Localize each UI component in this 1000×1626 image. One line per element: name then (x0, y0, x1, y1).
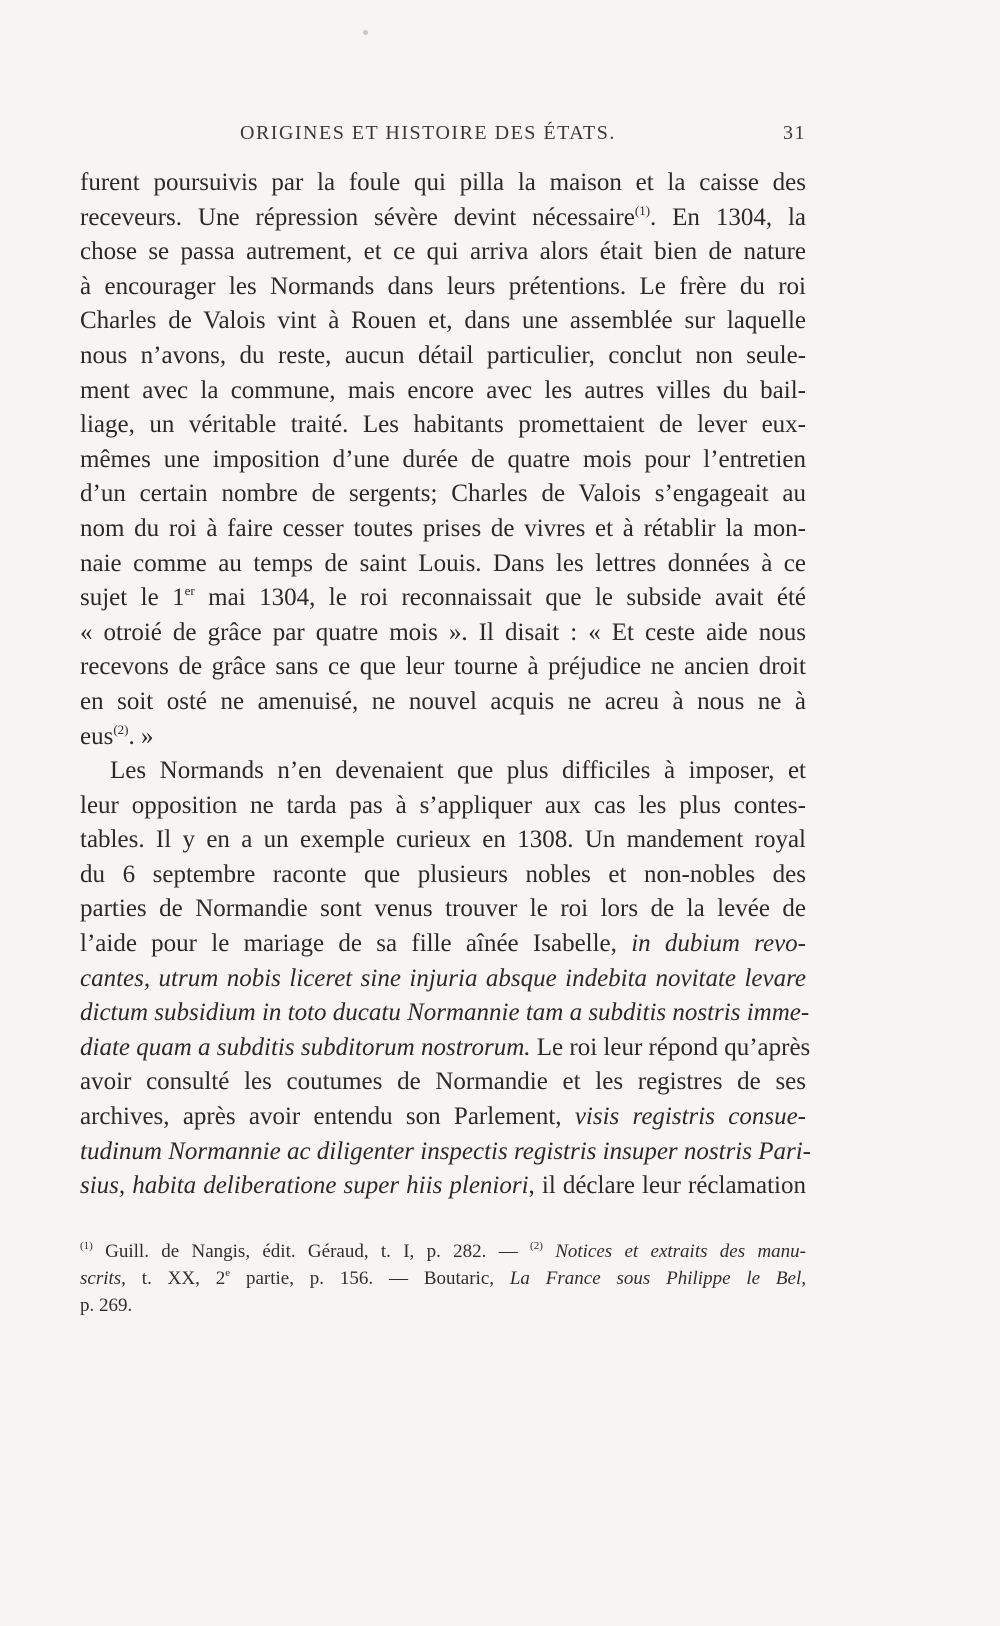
text-line (80, 235, 806, 270)
note-marker: e (225, 1267, 231, 1279)
text-run: sujet le 1 (80, 584, 185, 612)
text-run: . En 1304, la (650, 203, 806, 231)
text-line (80, 720, 806, 755)
text-run: partie, p. 156. — Boutaric, (230, 1268, 510, 1289)
text-line (80, 892, 806, 927)
text-run: à encourager les Normands dans leurs prétentions. Le frère du roi (80, 272, 806, 300)
text-run: Notices et extraits des manu- (555, 1241, 806, 1262)
text-run: t. XX, 2 (125, 1268, 226, 1289)
text-line (80, 962, 806, 997)
text-line (80, 685, 806, 720)
text-line (80, 270, 806, 305)
footnote-line (80, 1265, 806, 1292)
text-run: eus (80, 722, 114, 750)
text-run: Le roi leur répond qu’après (530, 1033, 811, 1061)
text-line (80, 1031, 811, 1066)
running-title: ORIGINES ET HISTOIRE DES ÉTATS. (240, 122, 616, 144)
text-run: p. 269. (80, 1295, 133, 1316)
text-line (80, 581, 806, 616)
text-line (80, 166, 806, 201)
text-line (80, 512, 806, 547)
text-run: ment avec la commune, mais encore avec les autres villes du bail- (80, 376, 806, 404)
text-run: tables. Il y en a un exemple curieux en 1308. Un mandement royal (80, 826, 806, 854)
page-number: 31 (783, 122, 806, 144)
text-run: du 6 septembre raconte que plusieurs nobles et non-nobles des (80, 860, 806, 888)
text-line (80, 547, 806, 582)
text-line (80, 1169, 806, 1204)
text-run: , il déclare leur réclamation (528, 1172, 806, 1200)
footnote-line (80, 1292, 806, 1319)
text-line (80, 339, 806, 374)
text-line (80, 304, 806, 339)
text-run: mêmes une imposition d’une durée de quatre mois pour l’entretien (80, 445, 806, 473)
text-run: d’un certain nombre de sergents; Charles de Valois s’engageait au (80, 480, 806, 508)
text-run: Charles de Valois vint à Rouen et, dans une assemblée sur laquelle (80, 307, 806, 335)
body-text (80, 166, 812, 1204)
text-run: avoir consulté les coutumes de Normandie et les registres de ses (80, 1068, 806, 1096)
text-run: La France sous Philippe le Bel, (509, 1268, 806, 1289)
text-line (80, 1135, 812, 1170)
footnote-line (80, 1238, 806, 1265)
text-run: naie comme au temps de saint Louis. Dans les lettres données à ce (80, 549, 806, 577)
text-run: dictum subsidium in toto ducatu Normannie tam a subditis nostris imme- (80, 999, 810, 1027)
text-line (80, 823, 806, 858)
text-run: mai 1304, le roi reconnaissait que le subside avait été (194, 584, 807, 612)
note-marker: (1) (80, 1240, 93, 1252)
note-marker: (2) (113, 721, 129, 737)
text-run: parties de Normandie sont venus trouver le roi lors de la levée de (80, 895, 806, 923)
note-marker: er (184, 583, 195, 599)
text-run: Guill. de Nangis, édit. Géraud, t. I, p. 282. — (92, 1241, 531, 1262)
text-line (80, 443, 806, 478)
text-run: nom du roi à faire cesser toutes prises de vivres et à rétablir la mon- (80, 514, 806, 542)
text-run: in dubium revo- (631, 930, 807, 958)
text-line (80, 201, 806, 236)
text-line (80, 650, 806, 685)
text-run: Les Normands n’en devenaient que plus difficiles à imposer, et (110, 757, 806, 785)
text-run: recevons de grâce sans ce que leur tourne à préjudice ne ancien droit (80, 653, 806, 681)
text-run: receveurs. Une répression sévère devint nécessaire (80, 203, 635, 231)
text-line (80, 408, 806, 443)
text-run: visis registris consue- (574, 1103, 806, 1131)
text-run: scrits, (80, 1268, 126, 1289)
text-run: . » (128, 722, 154, 750)
text-run: liage, un véritable traité. Les habitants promettaient de lever eux- (80, 411, 806, 439)
text-line (80, 477, 806, 512)
text-line (80, 616, 806, 651)
text-line (80, 927, 806, 962)
text-run (543, 1241, 555, 1262)
text-run: sius, habita deliberatione super hiis pleniori (80, 1172, 529, 1200)
text-run: diate quam a subditis subditorum nostrorum. (80, 1033, 531, 1061)
note-marker: (1) (634, 202, 651, 218)
text-run: tudinum Normannie ac diligenter inspectis registris insuper nostris Pari- (80, 1137, 812, 1165)
text-run: archives, après avoir entendu son Parlement, (80, 1103, 575, 1131)
footnotes (80, 1238, 806, 1319)
page-speck (363, 30, 368, 35)
text-line (80, 374, 806, 409)
text-run: l’aide pour le mariage de sa fille aînée Isabelle, (80, 930, 632, 958)
text-line (80, 1065, 806, 1100)
text-run: chose se passa autrement, et ce qui arriva alors était bien de nature (80, 238, 806, 266)
text-line (80, 754, 806, 789)
text-line (80, 1100, 806, 1135)
text-run: en soit osté ne amenuisé, ne nouvel acquis ne acreu à nous ne à (80, 687, 806, 715)
text-line (80, 858, 806, 893)
text-run: furent poursuivis par la foule qui pilla la maison et la caisse des (80, 169, 806, 196)
text-run: leur opposition ne tarda pas à s’appliquer aux cas les plus contes- (80, 791, 806, 819)
text-run: cantes, utrum nobis liceret sine injuria absque indebita novitate levare (80, 964, 806, 992)
text-line (80, 996, 810, 1031)
note-marker: (2) (530, 1240, 543, 1252)
text-line (80, 789, 806, 824)
text-run: « otroié de grâce par quatre mois ». Il disait : « Et ceste aide nous (80, 618, 806, 646)
text-run: nous n’avons, du reste, aucun détail particulier, conclut non seule- (80, 341, 806, 369)
